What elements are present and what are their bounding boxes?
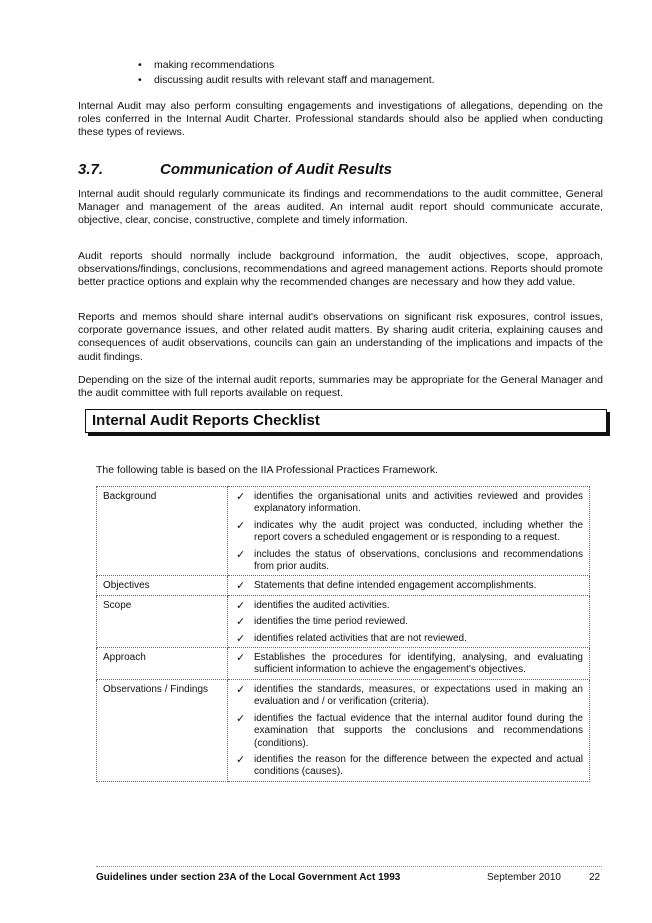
row-label: Objectives <box>97 576 228 595</box>
check-icon: ✓ <box>236 599 246 612</box>
check-icon: ✓ <box>236 580 246 593</box>
checklist-item-text: indicates why the audit project was conducted, including whether the report covers a scheduled engagement or is responding to a request. <box>254 519 583 544</box>
checklist-item-text: identifies the audited activities. <box>254 599 390 611</box>
paragraph-consulting: Internal Audit may also perform consulting engagements and investigations of allegations, depending on the roles conferred in the Internal Audit Charter. Professional standards should also be applied when conducting these types of reviews. <box>78 100 603 139</box>
checklist-item <box>234 616 583 628</box>
section-heading <box>78 161 603 178</box>
checklist-item <box>234 520 583 545</box>
check-icon: ✓ <box>236 683 246 696</box>
check-icon: ✓ <box>236 652 246 665</box>
checklist-item <box>234 633 583 645</box>
row-items <box>228 576 590 595</box>
checklist-item-text: identifies the standards, measures, or expectations used in making an evaluation and / or verification (criteria). <box>254 683 583 708</box>
table-row <box>97 487 590 576</box>
bullet-list <box>138 58 608 88</box>
row-items <box>228 595 590 647</box>
checklist-item-text: identifies related activities that are not reviewed. <box>254 632 467 644</box>
paragraph-communicate: Internal audit should regularly communicate its findings and recommendations to the audit committee, General Manager and management of the areas audited. An internal audit report should communicate accurate, objective, clear, concise, constructive, complete and timely information. <box>78 188 603 227</box>
row-label: Scope <box>97 595 228 647</box>
checklist-table <box>96 486 590 782</box>
checklist-item <box>234 684 583 709</box>
table-row <box>97 648 590 680</box>
table-row <box>97 679 590 781</box>
checklist-item <box>234 491 583 516</box>
checklist-item-text: Statements that define intended engagement accomplishments. <box>254 580 537 592</box>
check-icon: ✓ <box>236 632 246 645</box>
checklist-item-text: identifies the time period reviewed. <box>254 616 408 628</box>
check-icon: ✓ <box>236 519 246 532</box>
checklist-item-text: includes the status of observations, conclusions and recommendations from prior audits. <box>254 548 583 573</box>
checklist-heading: Internal Audit Reports Checklist <box>85 409 607 433</box>
checklist-item <box>234 580 583 592</box>
footer-title: Guidelines under section 23A of the Local Government Act 1993 <box>96 872 401 883</box>
checklist-item-text: Establishes the procedures for identifying, analysing, and evaluating sufficient information to achieve the engagement's objectives. <box>254 652 583 676</box>
section-number: 3.7. <box>78 161 104 178</box>
bullet-item: • discussing audit results with relevant staff and management. <box>138 73 608 88</box>
page-number: 22 <box>589 872 601 883</box>
checklist-item <box>234 600 583 612</box>
check-icon: ✓ <box>236 753 246 766</box>
checklist-item-text: identifies the organisational units and activities reviewed and provides explanatory information. <box>254 491 583 515</box>
bullet-item: • making recommendations <box>138 58 608 73</box>
row-label: Approach <box>97 648 228 680</box>
checklist-item-text: identifies the factual evidence that the internal auditor found during the examination that supports the conclusions and recommendations (conditions). <box>254 712 583 749</box>
row-items <box>228 487 590 576</box>
checklist-item <box>234 652 583 677</box>
check-icon: ✓ <box>236 616 246 629</box>
footer-divider <box>96 866 602 867</box>
table-row <box>97 595 590 647</box>
checklist-item <box>234 713 583 750</box>
row-items <box>228 679 590 781</box>
checklist-item <box>234 754 583 779</box>
row-label: Background <box>97 487 228 576</box>
check-icon: ✓ <box>236 712 246 725</box>
paragraph-depending: Depending on the size of the internal audit reports, summaries may be appropriate for the General Manager and the audit committee with full reports available on request. <box>78 374 603 400</box>
row-label: Observations / Findings <box>97 679 228 781</box>
check-icon: ✓ <box>236 548 246 561</box>
section-title: Communication of Audit Results <box>160 161 392 178</box>
checklist-item <box>234 549 583 574</box>
table-intro: The following table is based on the IIA Professional Practices Framework. <box>96 464 438 476</box>
check-icon: ✓ <box>236 491 246 503</box>
footer-date: September 2010 <box>487 872 561 883</box>
row-items <box>228 648 590 680</box>
paragraph-reports: Audit reports should normally include background information, the audit objectives, scope, approach, observations/findings, conclusions, recommendations and agreed management actions. Reports should promote better practice options and explain why the recommended changes are necessary and how they add value. <box>78 250 603 289</box>
paragraph-memos: Reports and memos should share internal audit's observations on significant risk exposures, control issues, corporate governance issues, and other related audit matters. By sharing audit criteria, explaining causes and consequences of audit observations, councils can gain an understanding of the implications and impacts of the audit findings. <box>78 311 603 363</box>
table-row <box>97 576 590 595</box>
checklist-item-text: identifies the reason for the difference between the expected and actual conditions (causes). <box>254 753 583 778</box>
